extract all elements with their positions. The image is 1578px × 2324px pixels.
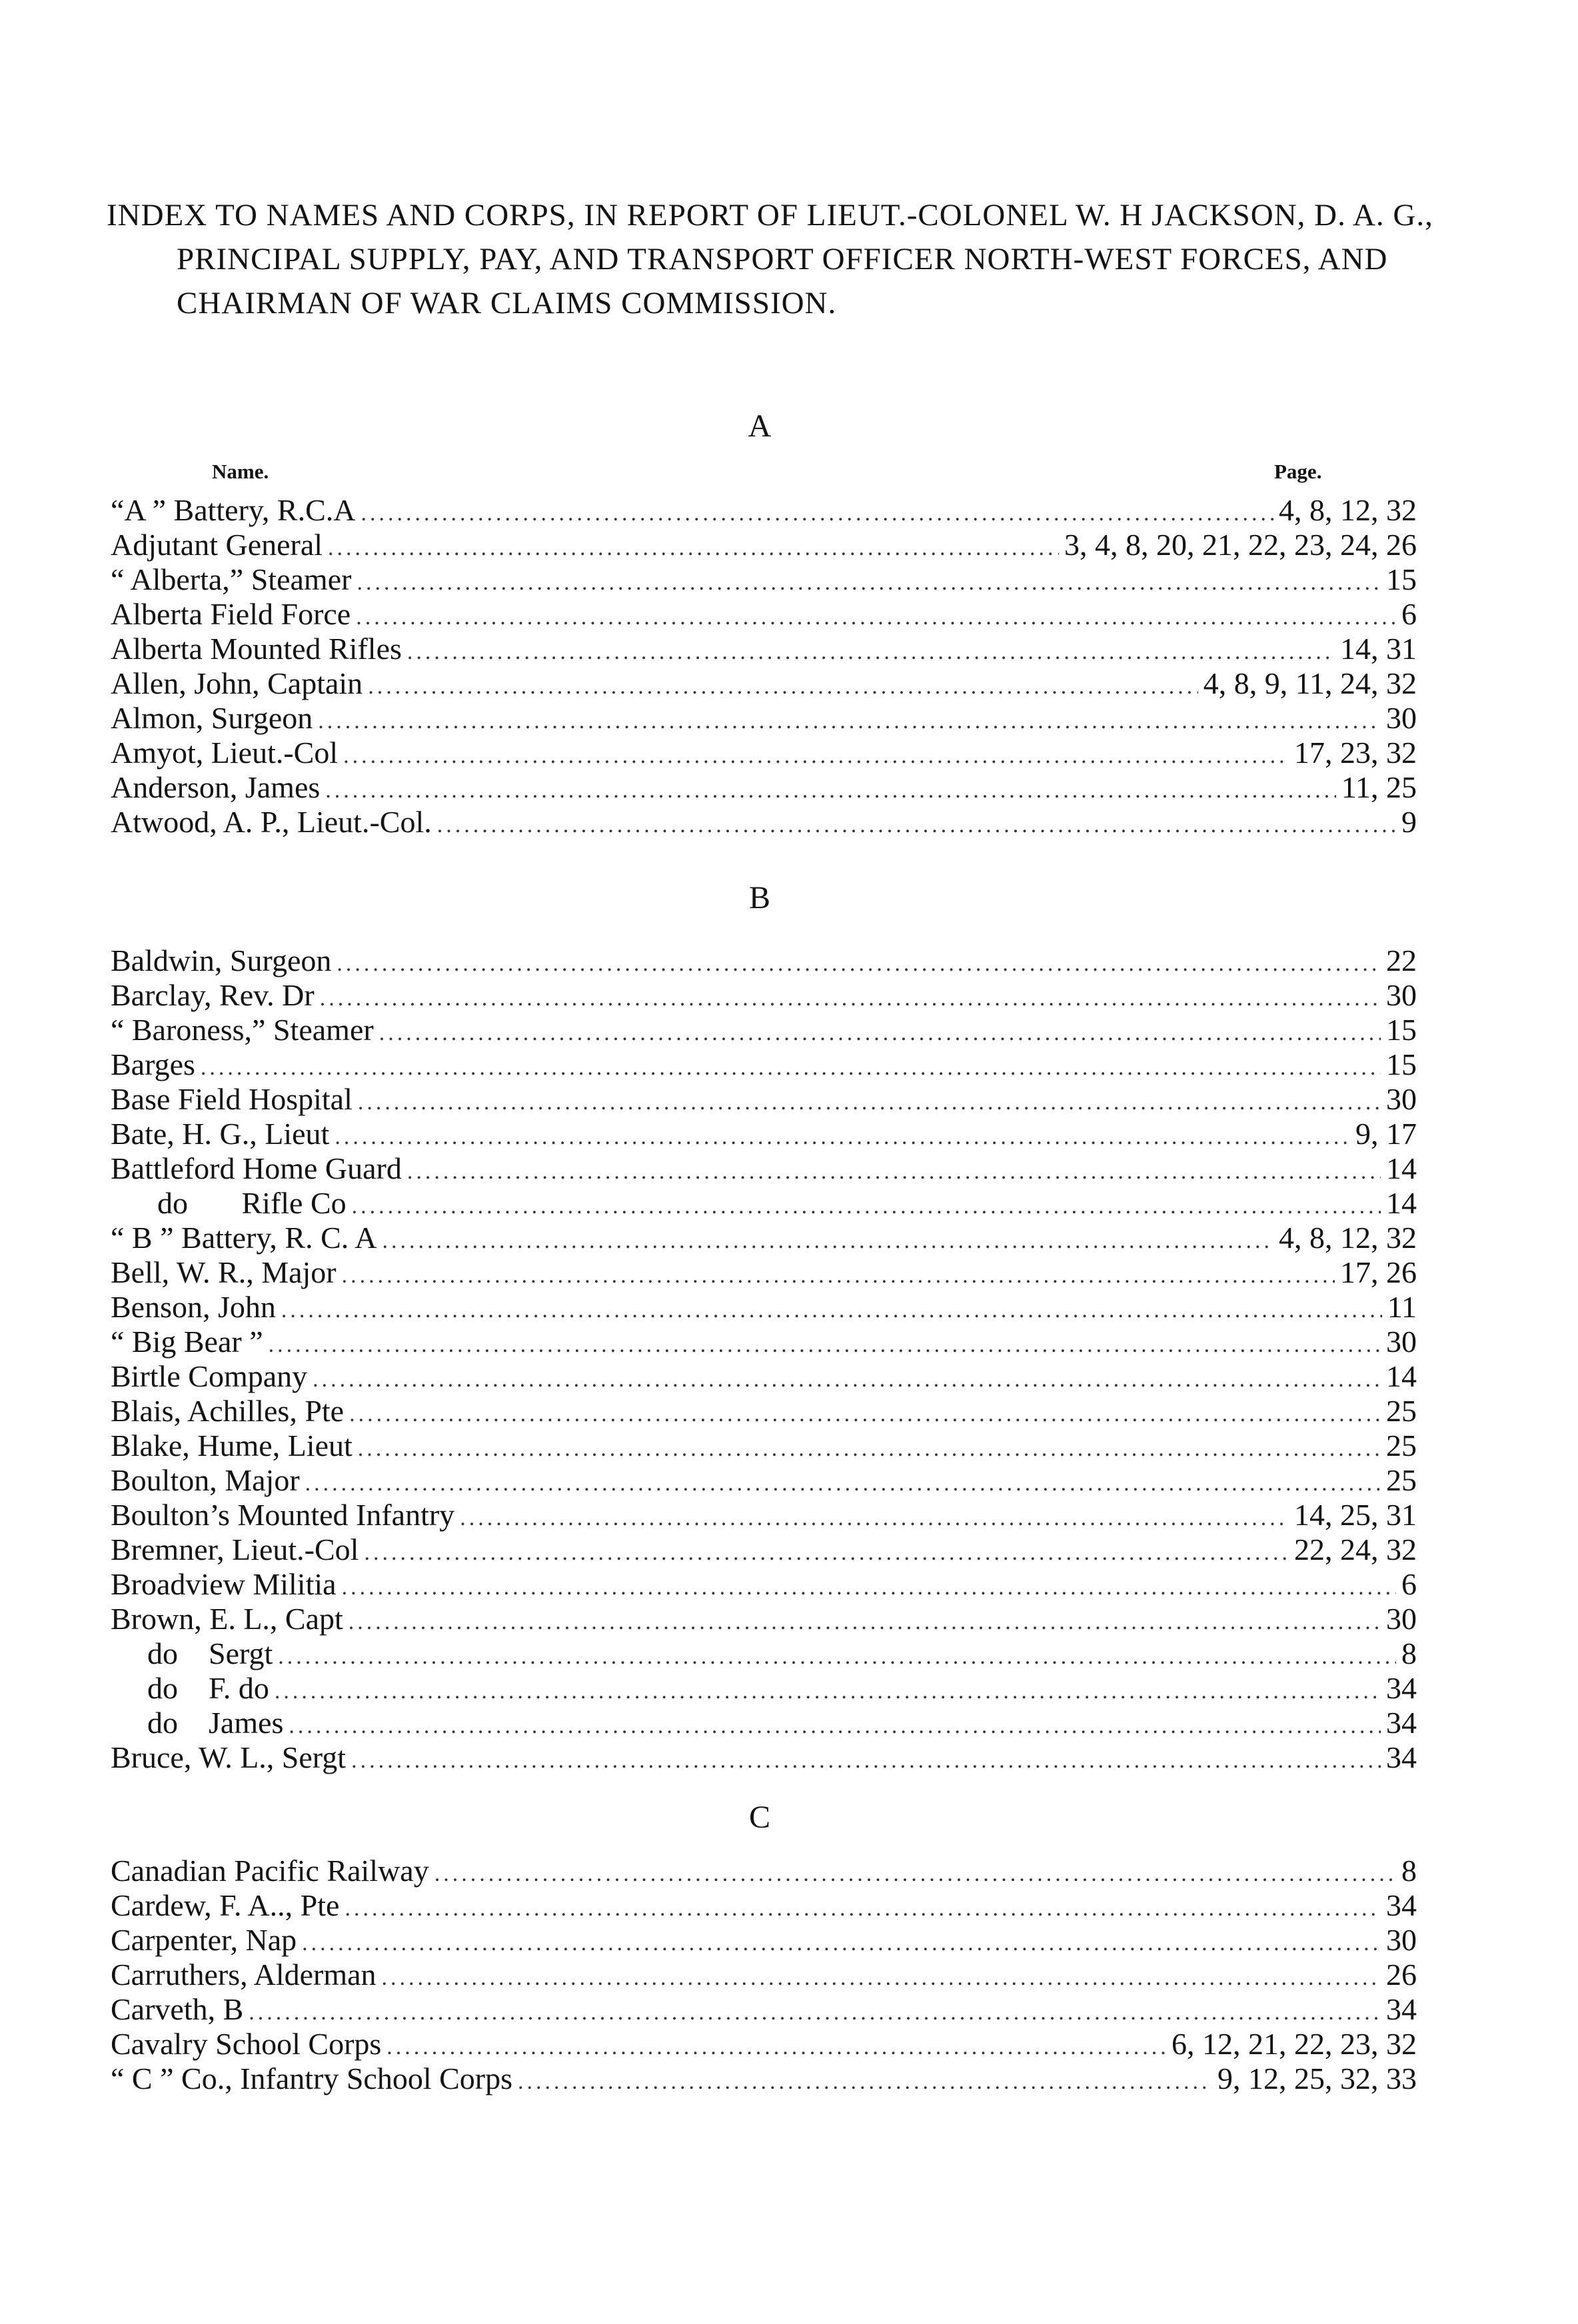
entry-name: “A ” Battery, R.C.A: [111, 493, 356, 527]
entry-pages: 14, 25, 31: [1294, 1498, 1417, 1532]
index-entry: [111, 1429, 1417, 1463]
leader-dots: [358, 1085, 1381, 1120]
index-entry: [111, 1463, 1417, 1498]
index-entry: [111, 1636, 1417, 1671]
entry-pages: 6: [1401, 1567, 1417, 1601]
index-entry: [111, 1255, 1417, 1290]
entry-name: Anderson, James: [111, 770, 321, 804]
index-entry: [111, 1602, 1417, 1636]
index-entry: [111, 701, 1417, 736]
index-entry: [111, 1992, 1417, 2027]
entry-pages: 26: [1386, 1958, 1417, 1992]
entry-name: Benson, John: [111, 1290, 276, 1324]
entry-name: Cardew, F. A.., Pte: [111, 1888, 340, 1922]
entry-name: Carveth, B: [111, 1992, 244, 2026]
leader-dots: [337, 947, 1381, 981]
index-entry: [111, 1532, 1417, 1567]
entry-name: Base Field Hospital: [111, 1082, 353, 1116]
entry-name: Adjutant General: [111, 528, 323, 562]
entry-pages: 15: [1386, 562, 1417, 596]
index-entry: [111, 1151, 1417, 1186]
index-entry: [111, 943, 1417, 978]
index-entry: [111, 1888, 1417, 1923]
index-entry: [111, 632, 1417, 666]
entry-pages: 4, 8, 9, 11, 24, 32: [1203, 666, 1417, 700]
index-entry: [111, 1671, 1417, 1706]
index-entry: [111, 1359, 1417, 1394]
leader-dots: [460, 1501, 1289, 1536]
entry-name: Barges: [111, 1047, 195, 1081]
entry-name: “ C ” Co., Infantry School Corps: [111, 2061, 513, 2095]
leader-dots: [342, 1570, 1396, 1605]
leader-dots: [201, 1051, 1381, 1085]
index-entry: [111, 736, 1417, 770]
entry-pages: 25: [1386, 1429, 1417, 1462]
index-entry: [111, 1117, 1417, 1151]
index-entry: [111, 1498, 1417, 1532]
leader-dots: [434, 1857, 1396, 1892]
entry-pages: 34: [1386, 1706, 1417, 1740]
name-column-header: Name.: [212, 460, 269, 483]
entry-name: Bell, W. R., Major: [111, 1255, 337, 1289]
entry-name: Bremner, Lieut.-Col: [111, 1532, 359, 1566]
entry-pages: 8: [1401, 1636, 1417, 1670]
leader-dots: [352, 1189, 1381, 1224]
leader-dots: [318, 704, 1381, 739]
section-c-entries: [111, 1854, 1417, 2096]
entry-pages: 22, 24, 32: [1294, 1532, 1417, 1566]
entry-pages: 22: [1386, 943, 1417, 977]
entry-name: “ B ” Battery, R. C. A: [111, 1221, 377, 1255]
leader-dots: [518, 2065, 1212, 2099]
leader-dots: [407, 635, 1335, 670]
leader-dots: [364, 1536, 1289, 1570]
index-entry: [111, 1013, 1417, 1047]
entry-pages: 34: [1386, 1671, 1417, 1705]
entry-pages: 30: [1386, 1602, 1417, 1636]
index-entry: [111, 1325, 1417, 1359]
leader-dots: [407, 1155, 1381, 1189]
index-entry: [111, 1394, 1417, 1429]
leader-dots: [278, 1640, 1396, 1674]
leader-dots: [387, 2030, 1166, 2065]
entry-name: do Rifle Co: [157, 1186, 347, 1220]
entry-pages: 25: [1386, 1394, 1417, 1428]
section-letter-b: B: [748, 880, 770, 915]
entry-pages: 9, 17: [1355, 1117, 1417, 1151]
page-column-header: Page.: [1274, 460, 1322, 483]
entry-pages: 30: [1386, 701, 1417, 735]
entry-name: Birtle Company: [111, 1359, 308, 1393]
entry-pages: 34: [1386, 1740, 1417, 1774]
entry-pages: 30: [1386, 978, 1417, 1012]
section-a-entries: [111, 493, 1417, 840]
entry-name: Atwood, A. P., Lieut.-Col.: [111, 805, 432, 839]
leader-dots: [361, 496, 1273, 531]
leader-dots: [349, 1605, 1381, 1640]
entry-pages: 15: [1386, 1013, 1417, 1047]
entry-name: Carruthers, Alderman: [111, 1958, 377, 1992]
leader-dots: [269, 1328, 1381, 1363]
leader-dots: [281, 1293, 1382, 1328]
entry-name: “ Baroness,” Steamer: [111, 1013, 374, 1047]
leader-dots: [305, 1466, 1381, 1501]
leader-dots: [349, 1397, 1381, 1432]
leader-dots: [343, 739, 1289, 774]
entry-pages: 14: [1386, 1186, 1417, 1220]
entry-name: Carpenter, Nap: [111, 1923, 297, 1957]
entry-name: Allen, John, Captain: [111, 666, 363, 700]
index-entry: [111, 528, 1417, 562]
entry-pages: 6, 12, 21, 22, 23, 32: [1172, 2027, 1417, 2061]
entry-name: Canadian Pacific Railway: [111, 1854, 429, 1888]
section-b-entries: [111, 943, 1417, 1775]
leader-dots: [275, 1674, 1381, 1709]
leader-dots: [302, 1926, 1381, 1961]
leader-dots: [437, 808, 1396, 843]
index-entry: [111, 1082, 1417, 1117]
index-entry: [111, 2027, 1417, 2061]
index-entry: [111, 1740, 1417, 1775]
entry-pages: 17, 23, 32: [1294, 736, 1417, 770]
index-entry: [111, 978, 1417, 1013]
leader-dots: [382, 1224, 1273, 1259]
entry-pages: 30: [1386, 1325, 1417, 1359]
index-entry: [111, 1290, 1417, 1325]
index-entry: [111, 1221, 1417, 1255]
entry-name: Broadview Militia: [111, 1567, 337, 1601]
entry-pages: 30: [1386, 1082, 1417, 1116]
entry-name: do Sergt: [147, 1636, 273, 1670]
index-entry: [111, 1958, 1417, 1992]
leader-dots: [357, 566, 1381, 600]
index-entry: [111, 597, 1417, 632]
entry-name: “ Alberta,” Steamer: [111, 562, 352, 596]
entry-name: Amyot, Lieut.-Col: [111, 736, 339, 770]
index-entry: [111, 1186, 1417, 1221]
leader-dots: [328, 531, 1059, 566]
entry-pages: 14: [1386, 1151, 1417, 1185]
index-entry: [111, 1854, 1417, 1888]
entry-name: Blake, Hume, Lieut: [111, 1429, 353, 1462]
leader-dots: [345, 1892, 1381, 1926]
entry-name: Bate, H. G., Lieut: [111, 1117, 330, 1151]
leader-dots: [249, 1996, 1381, 2030]
section-letter-c: C: [748, 1800, 770, 1835]
entry-pages: 17, 26: [1340, 1255, 1417, 1289]
entry-name: Baldwin, Surgeon: [111, 943, 332, 977]
entry-name: “ Big Bear ”: [111, 1325, 263, 1359]
entry-name: Boulton’s Mounted Infantry: [111, 1498, 455, 1532]
index-entry: [111, 770, 1417, 805]
leader-dots: [320, 981, 1381, 1016]
entry-name: Barclay, Rev. Dr: [111, 978, 315, 1012]
leader-dots: [382, 1961, 1381, 1996]
leader-dots: [342, 1259, 1335, 1293]
entry-name: Alberta Field Force: [111, 597, 351, 631]
entry-pages: 25: [1386, 1463, 1417, 1497]
leader-dots: [379, 1016, 1381, 1051]
entry-pages: 15: [1386, 1047, 1417, 1081]
leader-dots: [368, 670, 1198, 704]
entry-name: Brown, E. L., Capt: [111, 1602, 343, 1636]
entry-pages: 14, 31: [1340, 632, 1417, 666]
index-entry: [111, 1047, 1417, 1082]
index-title: INDEX TO NAMES AND CORPS, IN REPORT OF LIEUT.-COLONEL W. H JACKSON, D. A. G., PRINCIPAL SUPPLY, PAY, AND TRANSPORT OFFICER NORTH-WEST FORCES, AND CHAIRMAN OF WAR CLAIMS COMMISSION.: [107, 198, 1433, 320]
entry-name: do F. do: [147, 1671, 269, 1705]
index-entry: [111, 1706, 1417, 1740]
leader-dots: [289, 1709, 1381, 1744]
entry-pages: 34: [1386, 1992, 1417, 2026]
leader-dots: [325, 774, 1335, 808]
entry-name: Almon, Surgeon: [111, 701, 313, 735]
entry-pages: 6: [1401, 597, 1417, 631]
entry-pages: 9: [1401, 805, 1417, 839]
entry-pages: 11: [1387, 1290, 1417, 1324]
entry-pages: 8: [1401, 1854, 1417, 1888]
entry-name: Blais, Achilles, Pte: [111, 1394, 345, 1428]
entry-pages: 3, 4, 8, 20, 21, 22, 23, 24, 26: [1064, 528, 1417, 562]
index-entry: [111, 805, 1417, 840]
entry-name: Alberta Mounted Rifles: [111, 632, 402, 666]
entry-pages: 34: [1386, 1888, 1417, 1922]
index-entry: [111, 1923, 1417, 1958]
index-entry: [111, 493, 1417, 528]
entry-name: Bruce, W. L., Sergt: [111, 1740, 347, 1774]
index-entry: [111, 666, 1417, 701]
leader-dots: [313, 1363, 1381, 1397]
entry-pages: 4, 8, 12, 32: [1279, 1221, 1417, 1255]
entry-pages: 11, 25: [1341, 770, 1417, 804]
entry-pages: 9, 12, 25, 32, 33: [1217, 2061, 1417, 2095]
entry-name: Battleford Home Guard: [111, 1151, 402, 1185]
entry-pages: 14: [1386, 1359, 1417, 1393]
entry-pages: 4, 8, 12, 32: [1279, 493, 1417, 527]
entry-pages: 30: [1386, 1923, 1417, 1957]
index-entry: [111, 2061, 1417, 2096]
leader-dots: [356, 600, 1396, 635]
entry-name: Cavalry School Corps: [111, 2027, 382, 2061]
index-entry: [111, 562, 1417, 597]
leader-dots: [335, 1120, 1350, 1155]
leader-dots: [351, 1744, 1381, 1778]
index-entry: [111, 1567, 1417, 1602]
entry-name: Boulton, Major: [111, 1463, 300, 1497]
section-letter-a: A: [748, 408, 772, 444]
leader-dots: [358, 1432, 1381, 1466]
entry-name: do James: [147, 1706, 284, 1740]
